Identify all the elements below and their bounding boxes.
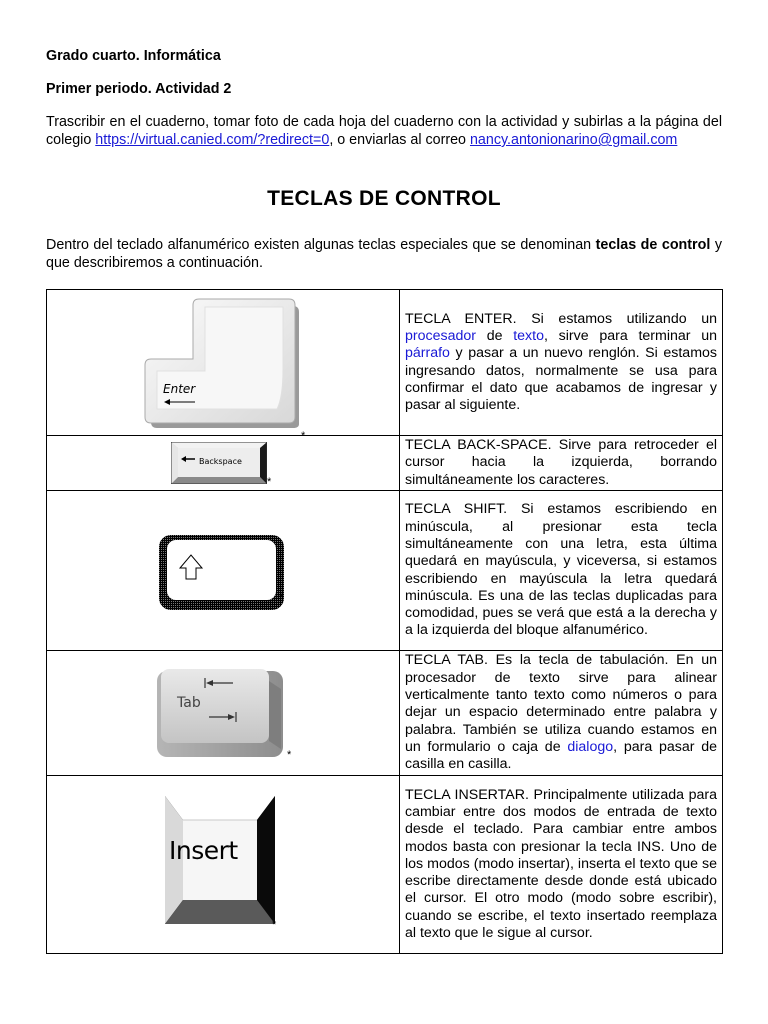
tab-key-icon: [157, 669, 287, 759]
backspace-key-image: [171, 442, 267, 484]
school-link[interactable]: https://virtual.canied.com/?redirect=0: [95, 132, 330, 148]
enter-arrow-icon: [163, 397, 197, 407]
page-title: TECLAS DE CONTROL: [267, 187, 501, 210]
tab-image-cell: [47, 651, 400, 776]
parrafo-link[interactable]: párrafo: [405, 345, 450, 362]
texto-link[interactable]: texto: [513, 327, 544, 344]
intro-text: Trascribir en el cuaderno, tomar foto de cada hoja del cuaderno con la actividad y subirlas a la página del colegio: [46, 114, 722, 148]
control-keys-table: [46, 289, 723, 954]
table-row-shift: [47, 491, 723, 651]
tab-text-1: TECLA TAB. Es la tecla de tabulación. En un procesador de texto sirve para alinear verticalmente tanto texto como números o para dejar un espacio determinado entre palabra y palabra. También se utiliza cuando estamos en un formulario o caja de: [405, 652, 717, 755]
dialogo-link[interactable]: dialogo: [567, 738, 614, 755]
insert-footnote-star: *: [272, 919, 277, 931]
backspace-key-label: Backspace: [199, 457, 242, 466]
description-text-after: y que describiremos a continuación.: [46, 237, 722, 271]
tab-text-2: , para pasar de casilla en casilla.: [405, 738, 718, 773]
intro-text-middle: , o enviarlas al correo: [329, 132, 470, 148]
intro-paragraph: [46, 113, 722, 149]
enter-key-image: [143, 297, 305, 429]
backspace-description: TECLA BACK-SPACE. Sirve para retroceder el cursor hacia la izquierda, borrando simultáneamente los caracteres.: [400, 436, 723, 491]
tab-key-image: [157, 669, 287, 759]
enter-key-icon: [143, 297, 305, 429]
enter-text-1: TECLA ENTER. Si estamos utilizando un: [405, 310, 717, 327]
description-text: Dentro del teclado alfanumérico existen algunas teclas especiales que se denominan: [46, 237, 596, 253]
shift-key-image: [159, 535, 284, 610]
table-row-tab: [47, 651, 723, 776]
insert-key-label: Insert: [169, 836, 238, 865]
enter-image-cell: [47, 290, 400, 442]
table-row-backspace: [47, 436, 723, 491]
period-heading: Primer periodo. Actividad 2: [46, 81, 232, 97]
insert-description: TECLA INSERTAR. Principalmente utilizada para cambiar entre dos modos de entrada de texto desde el teclado. Para cambiar entre ambos modos basta con presionar la tecla INS. Uno de los modos (modo insertar), inserta el texto que se escribe directamente desde donde está ubicado el cursor. El otro modo (modo sobre escribir), cuando se escribe, el texto insertado reemplaza al texto que le sigue al cursor.: [400, 776, 723, 954]
table-row-insert: [47, 776, 723, 954]
enter-description: [400, 290, 723, 436]
grade-heading: Grado cuarto. Informática: [46, 48, 221, 64]
description-bold: teclas de control: [595, 237, 711, 253]
insert-image-cell: [47, 776, 400, 954]
procesador-link[interactable]: procesador: [405, 327, 476, 344]
enter-key-label: Enter: [163, 382, 196, 396]
shift-key-icon: [159, 535, 284, 610]
email-link[interactable]: nancy.antonionarino@gmail.com: [469, 132, 678, 148]
enter-footnote-star: *: [301, 430, 306, 442]
enter-text-2: de: [475, 327, 514, 344]
table-row-enter: [47, 290, 723, 436]
enter-text-3: , sirve para terminar un: [543, 327, 717, 344]
shift-footnote-star: *: [279, 592, 284, 604]
shift-description: TECLA SHIFT. Si estamos escribiendo en minúscula, al presionar esta tecla simultáneamente con una letra, esta última quedará en mayúscula, y viceversa, si estamos escribiendo en mayúscula la letra quedará minúscula. Es una de las teclas duplicadas para comodidad, pues se verá que está a la derecha y a la izquierda del bloque alfanumérico.: [400, 491, 723, 651]
insert-key-image: [165, 796, 275, 924]
enter-text-4: y pasar a un nuevo renglón. Si estamos ingresando datos, normalmente se usa para confirmar el dato que acabamos de ingresar y pasar al siguiente.: [405, 345, 717, 414]
description-paragraph: [46, 236, 722, 272]
tab-key-label: Tab: [177, 695, 201, 711]
backspace-footnote-star: *: [267, 476, 272, 488]
shift-image-cell: [47, 491, 400, 651]
backspace-image-cell: [47, 436, 400, 491]
tab-description: [400, 651, 723, 776]
tab-footnote-star: *: [287, 749, 292, 761]
